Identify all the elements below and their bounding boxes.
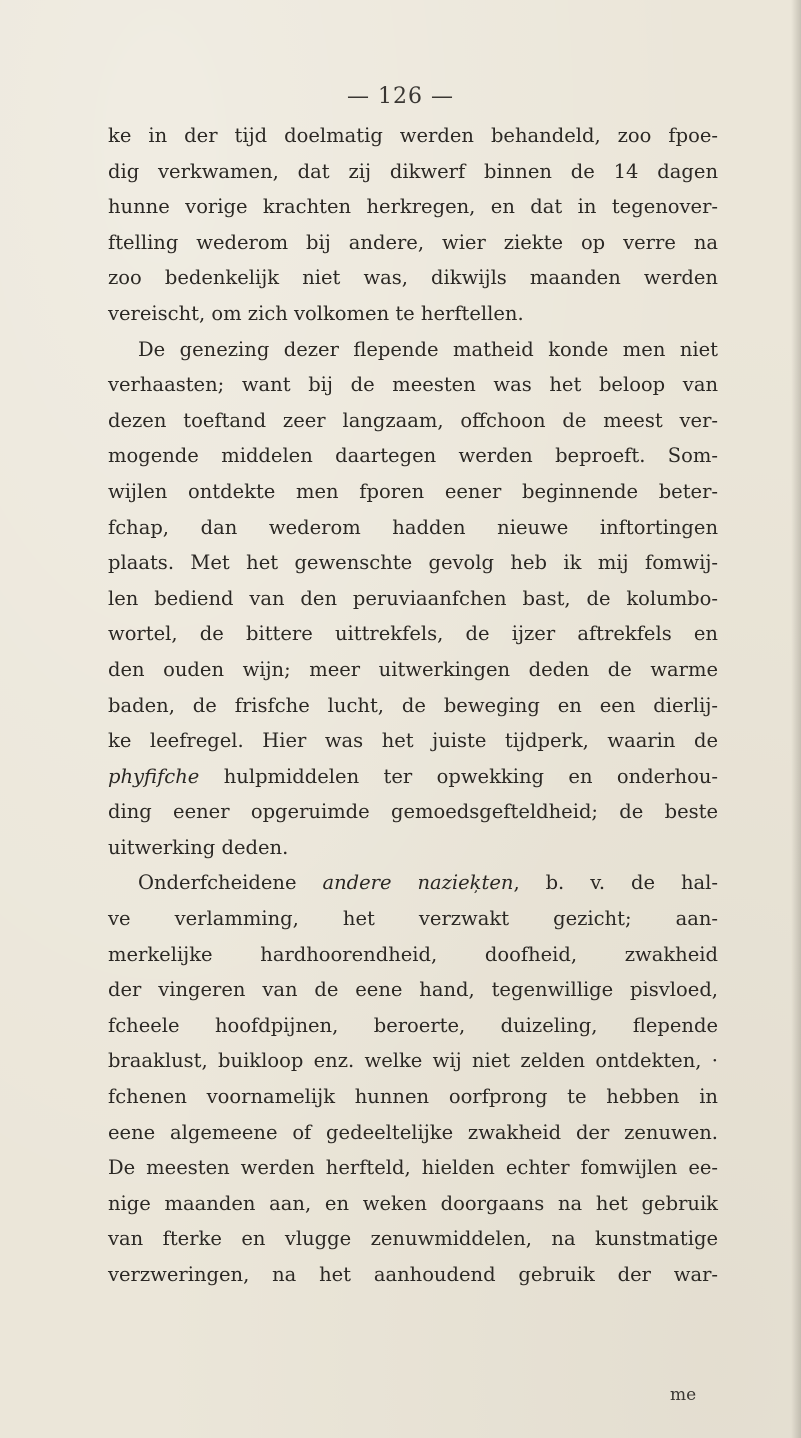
text-line: eene algemeene of gedeeltelijke zwakheid der zenuwen. (108, 1120, 718, 1144)
paragraph-start-line: De genezing dezer flepende matheid konde men niet (138, 337, 718, 361)
text-line: verhaasten; want bij de meesten was het beloop van (108, 373, 718, 397)
line-pre: Onderfcheidene (138, 871, 323, 895)
text-line: den ouden wijn; meer uitwerkingen deden de warme (108, 657, 718, 681)
text-line: hunne vorige krachten herkregen, en dat in tegenover- (108, 195, 718, 219)
text-line: dig verkwamen, dat zij dikwerf binnen de 14 dagen (108, 159, 718, 183)
text-line: braaklust, buikloop enz. welke wij niet zelden ontdekten, · (108, 1049, 718, 1073)
line-post: hulpmiddelen ter opwekking en onderhou- (199, 764, 718, 788)
page-edge-shadow (791, 0, 801, 1438)
text-line: nige maanden aan, en weken doorgaans na het gebruik (108, 1191, 718, 1215)
text-line: wijlen ontdekte men fporen eener beginnende beter- (108, 479, 718, 503)
text-line: plaats. Met het gewenschte gevolg heb ik mij fomwij- (108, 551, 718, 575)
text-line: der vingeren van de eene hand, tegenwillige pisvloed, (108, 978, 718, 1002)
text-line: ding eener opgeruimde gemoedsgefteldheid; de beste (108, 800, 718, 824)
italic-term: phyfifche (108, 764, 200, 788)
text-line: ke in der tijd doelmatig werden behandeld, zoo fpoe- (108, 124, 718, 147)
text-line: fchap, dan wederom hadden nieuwe inftortingen (108, 515, 718, 539)
catchword: me (670, 1385, 697, 1405)
text-line: vereischt, om zich volkomen te herftellen. (108, 301, 524, 325)
text-line: ftelling wederom bij andere, wier ziekte op verre na (108, 230, 718, 254)
text-line: baden, de frisfche lucht, de beweging en een dierlij- (108, 693, 718, 717)
italic-term: andere nazieķten (322, 871, 514, 895)
text-line: ve verlamming, het verzwakt gezicht; aan- (108, 907, 718, 931)
text-line (108, 759, 718, 795)
text-line: fchenen voornamelijk hunnen oorfprong te hebben in (108, 1085, 718, 1109)
text-line: mogende middelen daartegen werden beproeft. Som- (108, 444, 718, 468)
text-line: De meesten werden herfteld, hielden echter fomwijlen ee- (108, 1156, 718, 1180)
text-line: zoo bedenkelijk niet was, dikwijls maanden werden (108, 266, 718, 290)
page-number: — 126 — (347, 84, 454, 109)
text-line: fcheele hoofdpijnen, beroerte, duizeling, flepende (108, 1013, 718, 1037)
body-text (108, 118, 718, 1293)
text-line: van fterke en vlugge zenuwmiddelen, na kunstmatige (108, 1227, 718, 1251)
line-post: , b. v. de hal- (513, 871, 719, 895)
text-line: wortel, de bittere uittrekfels, de ijzer aftrekfels en (108, 622, 718, 646)
text-line: verzweringen, na het aanhoudend gebruik der war- (108, 1263, 718, 1286)
text-line: merkelijke hardhoorendheid, doofheid, zwakheid (108, 942, 718, 966)
text-line: len bediend van den peruviaanfchen bast, de kolumbo- (108, 586, 718, 610)
text-line: ke leefregel. Hier was het juiste tijdperk, waarin de (108, 729, 718, 753)
text-line: uitwerking deden. (108, 835, 289, 859)
paragraph-start-line (108, 865, 718, 901)
text-line: dezen toeftand zeer langzaam, offchoon de meest ver- (108, 408, 718, 432)
